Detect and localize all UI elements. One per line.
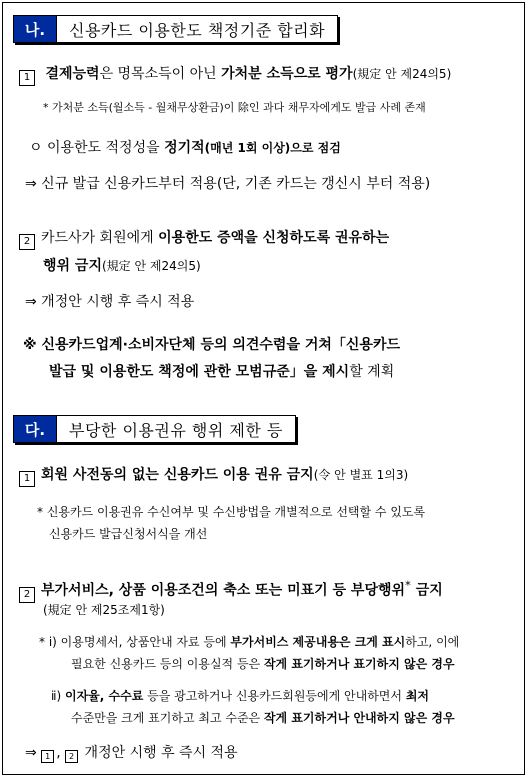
number-box: 2 bbox=[65, 750, 78, 763]
section-header-c bbox=[13, 415, 296, 443]
number-box: 1 bbox=[19, 70, 35, 86]
sub-c2-cont: 수준만을 크게 표기하고 최고 수준은 작게 표기하거나 안내하지 않은 경우 bbox=[71, 711, 455, 725]
item-b4-cont: 행위 금지(規定 안 제24의5) bbox=[43, 258, 201, 274]
item-b5: ⇒ 개정안 시행 후 즉시 적용 bbox=[25, 294, 195, 310]
section-header-b bbox=[13, 15, 338, 43]
item-b2: ㅇ 이용한도 적정성을 정기적(매년 1회 이상)으로 점검 bbox=[29, 140, 341, 156]
note-c1a: * 신용카드 이용권유 수신여부 및 수신방법을 개별적으로 선택할 수 있도록 bbox=[37, 505, 426, 519]
section-badge: 나. bbox=[14, 16, 57, 42]
item-c-final: ⇒ 1 , 2 개정안 시행 후 즉시 적용 bbox=[25, 745, 238, 761]
sub-c1-cont: 필요한 신용카드 등의 이용실적 등은 작게 표기하거나 표기하지 않은 경우 bbox=[71, 657, 455, 671]
number-box: 1 bbox=[19, 471, 35, 487]
item-b4: 2 카드사가 회원에게 이용한도 증액을 신청하도록 권유하는 bbox=[19, 229, 389, 250]
note-c1b: 신용카드 발급신청서식을 개선 bbox=[49, 527, 208, 541]
item-b1: 1 결제능력은 명목소득이 아닌 가처분 소득으로 평가(規定 안 제24의5) bbox=[19, 65, 451, 86]
note-b1: * 가처분 소득(월소득 - 월채무상환금)이 除인 과다 채무자에게도 발급 사례 존재 bbox=[43, 101, 426, 114]
item-b6-cont: 발급 및 이용한도 책정에 관한 모범규준」을 제시할 계획 bbox=[49, 364, 395, 380]
number-box: 2 bbox=[19, 587, 35, 603]
section-title: 신용카드 이용한도 책정기준 합리화 bbox=[69, 20, 326, 40]
number-box: 2 bbox=[19, 234, 35, 250]
item-b3: ⇒ 신규 발급 신용카드부터 적용(단, 기존 카드는 갱신시 부터 적용) bbox=[25, 176, 431, 192]
item-c2-ref: (規定 안 제25조제1항) bbox=[43, 603, 165, 617]
item-c2: 2 부가서비스, 상품 이용조건의 축소 또는 미표기 등 부당행위* 금지 bbox=[19, 576, 443, 603]
number-box: 1 bbox=[41, 750, 54, 763]
section-badge: 다. bbox=[14, 416, 57, 442]
sub-c1: * ⅰ) 이용명세서, 상품안내 자료 등에 부가서비스 제공내용은 크게 표시하고, 이에 bbox=[39, 635, 460, 649]
sub-c2: ⅱ) 이자율, 수수료 등을 광고하거나 신용카드회원등에게 안내하면서 최저 bbox=[51, 689, 429, 703]
item-b6: ※ 신용카드업계·소비자단체 등의 의견수렴을 거쳐「신용카드 bbox=[23, 337, 400, 353]
item-c1: 1 회원 사전동의 없는 신용카드 이용 권유 금지(令 안 별표 1의3) bbox=[19, 466, 408, 487]
document-frame bbox=[2, 2, 525, 775]
section-title: 부당한 이용권유 행위 제한 등 bbox=[69, 420, 283, 440]
